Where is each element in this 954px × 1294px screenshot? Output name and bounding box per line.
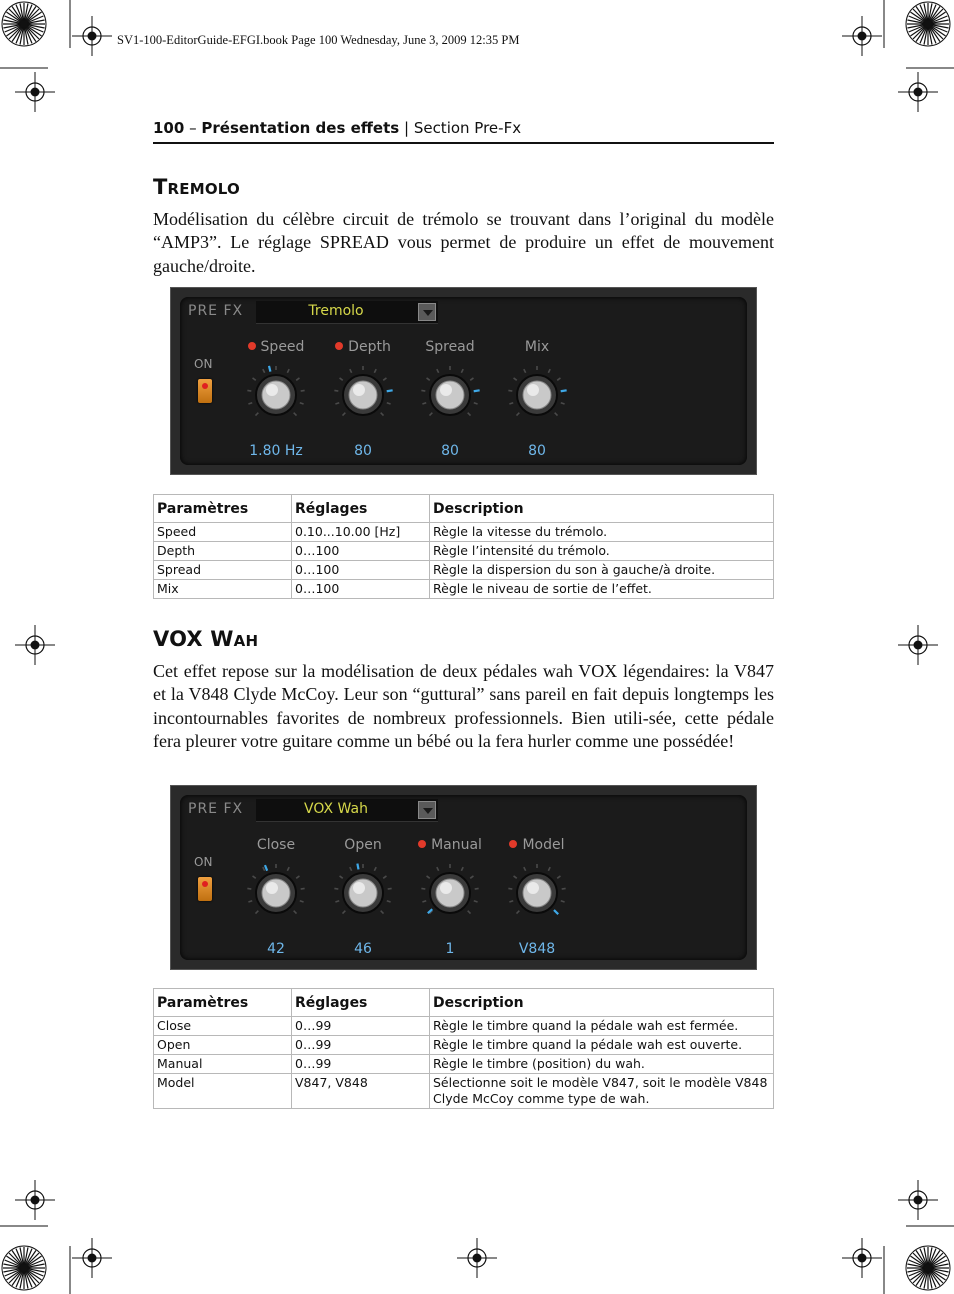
table-row [154, 1017, 774, 1036]
table-cell: Sélectionne soit le modèle V847, soit le modèle V848 Clyde McCoy comme type de wah. [430, 1074, 774, 1109]
knob-value: V848 [518, 941, 556, 957]
knob-value: 80 [441, 443, 459, 459]
knob-dial-icon[interactable] [331, 363, 395, 427]
table-cell: 0…100 [292, 561, 430, 580]
voxwah-heading [153, 627, 258, 651]
table-cell: Speed [154, 523, 292, 542]
column-header: Description [430, 989, 774, 1017]
tremolo-heading-text: Tremolo [153, 175, 240, 199]
knob-label [232, 339, 320, 355]
table-cell: Règle le timbre quand la pédale wah est fermée. [430, 1017, 774, 1036]
column-header: Paramètres [154, 989, 292, 1017]
knob-dial-icon[interactable] [331, 861, 395, 925]
voxwah-parameter-table [153, 988, 774, 1109]
knob-close[interactable] [232, 835, 320, 965]
knob-label-text: Spread [425, 339, 475, 355]
knob-label [232, 837, 320, 853]
table-row [154, 1055, 774, 1074]
on-label: ON [194, 357, 213, 371]
knob-dial-icon[interactable] [505, 861, 569, 925]
knob-label-text: Open [344, 837, 382, 853]
knob-label-text: Speed [260, 339, 305, 355]
running-head-dash: – [189, 119, 197, 137]
knob-spread[interactable] [406, 337, 494, 467]
column-header: Réglages [292, 495, 430, 523]
column-header: Paramètres [154, 495, 292, 523]
knob-dial-icon[interactable] [418, 363, 482, 427]
table-cell: Règle le niveau de sortie de l’effet. [430, 580, 774, 599]
pre-fx-label: PRE FX [188, 303, 244, 319]
table-row [154, 561, 774, 580]
knob-depth[interactable] [319, 337, 407, 467]
tremolo-effect-panel [170, 287, 757, 475]
on-toggle-switch[interactable] [198, 877, 212, 901]
pre-fx-label: PRE FX [188, 801, 244, 817]
header-rule [153, 142, 774, 144]
knob-manual[interactable] [406, 835, 494, 965]
knob-label [493, 339, 581, 355]
table-row [154, 542, 774, 561]
knob-label-text: Model [522, 837, 565, 853]
tremolo-description: Modélisation du célèbre circuit de trémolo se trouvant dans l’original du modèle “AMP3”. Le réglage SPREAD vous permet de produire un effet de mouvement gauche/droite. [153, 209, 774, 276]
knob-value: 80 [354, 443, 372, 459]
table-cell: Spread [154, 561, 292, 580]
table-cell: 0…100 [292, 542, 430, 561]
knob-value: 42 [267, 941, 285, 957]
table-cell: Close [154, 1017, 292, 1036]
knob-label [493, 837, 581, 853]
effect-type-value: Tremolo [308, 303, 364, 319]
table-cell: 0…99 [292, 1055, 430, 1074]
table-row [154, 580, 774, 599]
table-header-row [154, 495, 774, 523]
table-cell: Model [154, 1074, 292, 1109]
chapter-title: Présentation des effets [201, 119, 400, 137]
table-cell: Règle l’intensité du trémolo. [430, 542, 774, 561]
voxwah-effect-panel [170, 785, 757, 970]
running-head [153, 119, 774, 137]
tremolo-parameter-table [153, 494, 774, 599]
table-cell: Depth [154, 542, 292, 561]
table-row [154, 1036, 774, 1055]
knob-model[interactable] [493, 835, 581, 965]
effect-type-select[interactable] [256, 301, 438, 324]
panel-inner [180, 297, 747, 465]
dropdown-arrow-icon[interactable] [418, 303, 436, 321]
table-cell: 0…100 [292, 580, 430, 599]
table-header-row [154, 989, 774, 1017]
knob-label [406, 339, 494, 355]
knob-speed[interactable] [232, 337, 320, 467]
knob-open[interactable] [319, 835, 407, 965]
voxwah-heading-text: VOX Wah [153, 627, 259, 651]
knob-mix[interactable] [493, 337, 581, 467]
on-label: ON [194, 855, 213, 869]
table-row [154, 523, 774, 542]
table-cell: V847, V848 [292, 1074, 430, 1109]
knob-dial-icon[interactable] [244, 861, 308, 925]
knob-label [319, 339, 407, 355]
table-cell: Règle le timbre quand la pédale wah est ouverte. [430, 1036, 774, 1055]
table-cell: Règle la vitesse du trémolo. [430, 523, 774, 542]
knob-label-text: Mix [524, 339, 550, 355]
table-cell: 0…99 [292, 1017, 430, 1036]
led-indicator-icon [418, 840, 426, 848]
table-cell: Manual [154, 1055, 292, 1074]
table-cell: Open [154, 1036, 292, 1055]
tremolo-heading [153, 175, 240, 199]
table-cell: Règle la dispersion du son à gauche/à droite. [430, 561, 774, 580]
knob-value: 46 [354, 941, 372, 957]
table-cell: Règle le timbre (position) du wah. [430, 1055, 774, 1074]
knob-value: 80 [528, 443, 546, 459]
led-indicator-icon [248, 342, 256, 350]
knob-value: 1.80 Hz [249, 443, 303, 459]
knob-label [406, 837, 494, 853]
column-header: Description [430, 495, 774, 523]
knob-label [319, 837, 407, 853]
table-cell: 0.10...10.00 [Hz] [292, 523, 430, 542]
table-cell: Mix [154, 580, 292, 599]
voxwah-description: Cet effet repose sur la modélisation de deux pédales wah VOX légendaires: la V847 et la V848 Clyde McCoy. Leur son “guttural” sans pareil en fait depuis longtemps les incontournables favorites de nombreux professionnels. Bien utili-sée, cette pédale fera pleurer votre guitare comme un bébé ou la fera hurler comme une possédée! [153, 661, 774, 751]
led-indicator-icon [335, 342, 343, 350]
knob-dial-icon[interactable] [244, 363, 308, 427]
knob-label-text: Manual [431, 837, 482, 853]
knob-dial-icon[interactable] [418, 861, 482, 925]
column-header: Réglages [292, 989, 430, 1017]
table-cell: 0…99 [292, 1036, 430, 1055]
print-slug-line: SV1-100-EditorGuide-EFGI.book Page 100 Wednesday, June 3, 2009 12:35 PM [117, 33, 520, 47]
effect-type-value: VOX Wah [304, 801, 368, 817]
table-row [154, 1074, 774, 1109]
knob-label-text: Depth [348, 339, 391, 355]
on-toggle-switch[interactable] [198, 379, 212, 403]
knob-value: 1 [445, 941, 455, 957]
section-name: Section Pre-Fx [413, 119, 522, 137]
panel-inner [180, 795, 747, 960]
dropdown-arrow-icon[interactable] [418, 801, 436, 819]
knob-dial-icon[interactable] [505, 363, 569, 427]
running-head-divider: | [403, 119, 410, 137]
page-number: 100 [153, 119, 185, 137]
knob-label-text: Close [256, 837, 296, 853]
effect-type-select[interactable] [256, 799, 438, 822]
led-indicator-icon [509, 840, 517, 848]
